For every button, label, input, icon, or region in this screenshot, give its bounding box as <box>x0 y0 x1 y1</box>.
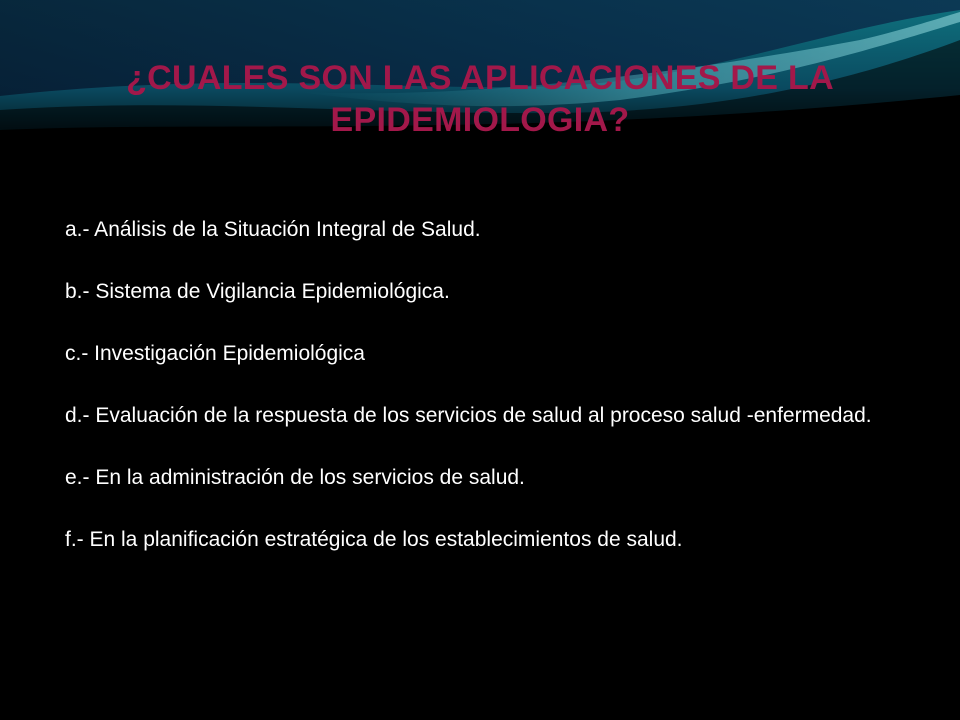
list-item: e.- En la administración de los servicios de salud. <box>65 466 525 489</box>
list-item: b.- Sistema de Vigilancia Epidemiológica. <box>65 280 450 303</box>
applications-list <box>65 215 880 587</box>
list-item: f.- En la planificación estratégica de los establecimientos de salud. <box>65 528 683 551</box>
list-item: c.- Investigación Epidemiológica <box>65 342 365 365</box>
slide-title: ¿CUALES SON LAS APLICACIONES DE LA EPIDEMIOLOGIA? <box>126 59 834 139</box>
list-item: d.- Evaluación de la respuesta de los servicios de salud al proceso salud -enfermedad. <box>65 404 872 427</box>
list-item: a.- Análisis de la Situación Integral de Salud. <box>65 218 481 241</box>
